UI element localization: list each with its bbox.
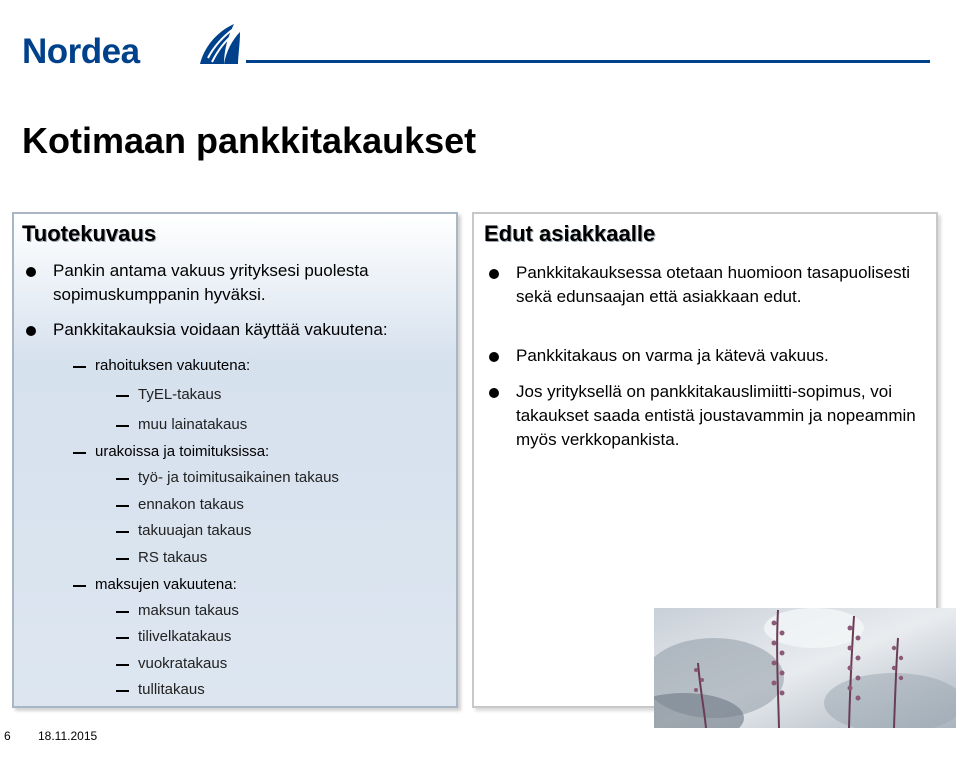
list-item: TyEL-takaus <box>138 386 221 404</box>
dash-icon <box>116 664 129 666</box>
bullet-icon <box>489 269 499 279</box>
dash-icon <box>116 637 129 639</box>
logo-wordmark: Nordea <box>22 32 140 71</box>
dash-icon <box>116 611 129 613</box>
customer-benefits-heading: Edut asiakkaalle <box>484 221 656 246</box>
list-item: maksun takaus <box>138 602 239 620</box>
heather-photo <box>654 608 956 728</box>
list-item: työ- ja toimitusaikainen takaus <box>138 469 339 487</box>
bullet-icon <box>26 326 36 336</box>
bullet-icon <box>489 388 499 398</box>
bullet-icon <box>26 267 36 277</box>
dash-icon <box>116 505 129 507</box>
list-item: Jos yrityksellä on pankkitakauslimiitti-sopimus, voi takaukset saada entistä joustavammin ja nopeammin myös verkkopankista. <box>516 380 930 452</box>
dash-icon <box>73 452 86 454</box>
dash-icon <box>116 395 129 397</box>
group-label: maksujen vakuutena: <box>95 576 237 594</box>
group-label: urakoissa ja toimituksissa: <box>95 443 269 461</box>
group-label: rahoituksen vakuutena: <box>95 357 250 375</box>
list-item: tullitakaus <box>138 681 205 699</box>
page-number: 6 <box>4 729 11 743</box>
dash-icon <box>116 531 129 533</box>
list-item: vuokratakaus <box>138 655 227 673</box>
dash-icon <box>73 366 86 368</box>
dash-icon <box>116 558 129 560</box>
product-description-heading: Tuotekuvaus <box>22 221 157 246</box>
footer-date: 18.11.2015 <box>38 729 98 743</box>
list-item: tilivelkatakaus <box>138 628 231 646</box>
list-item: Pankkitakauksia voidaan käyttää vakuutena: <box>53 318 453 342</box>
list-item: Pankkitakauksessa otetaan huomioon tasapuolisesti sekä edunsaajan että asiakkaan edut. <box>516 261 926 309</box>
dash-icon <box>116 690 129 692</box>
dash-icon <box>116 425 129 427</box>
nordea-logo <box>22 14 222 71</box>
list-item: Pankkitakaus on varma ja kätevä vakuus. <box>516 344 926 368</box>
list-item: takuuajan takaus <box>138 522 251 540</box>
header-divider <box>246 60 930 63</box>
bullet-icon <box>489 352 499 362</box>
dash-icon <box>73 585 86 587</box>
list-item: RS takaus <box>138 549 207 567</box>
list-item: ennakon takaus <box>138 496 244 514</box>
sail-icon <box>194 22 242 66</box>
list-item: Pankin antama vakuus yrityksesi puolesta sopimuskumppanin hyväksi. <box>53 259 443 307</box>
page-title: Kotimaan pankkitakaukset <box>22 120 477 161</box>
list-item: muu lainatakaus <box>138 416 247 434</box>
dash-icon <box>116 478 129 480</box>
